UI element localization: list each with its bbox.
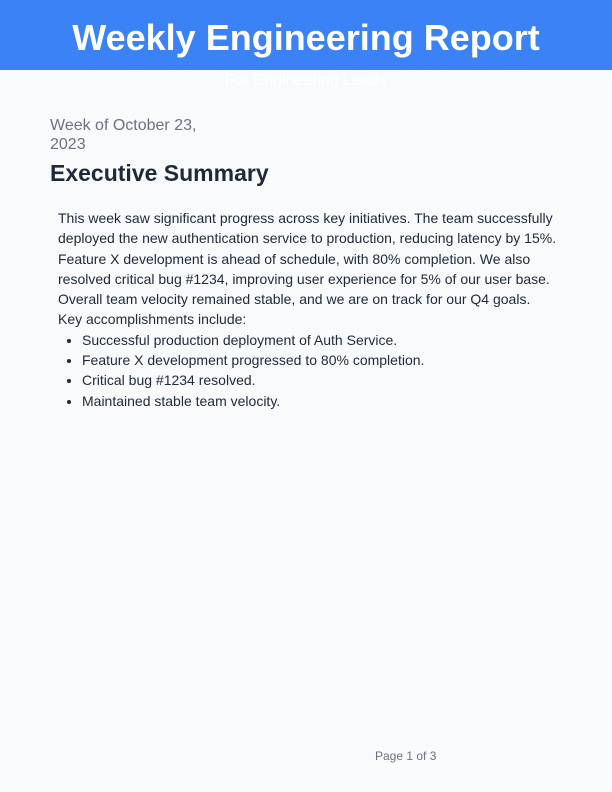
section-heading-executive-summary: Executive Summary bbox=[50, 160, 269, 186]
accomplishments-list bbox=[58, 330, 558, 411]
list-item: • Successful production deployment of Auth Service. bbox=[82, 330, 558, 350]
week-label: Week of October 23, 2023 bbox=[50, 117, 197, 153]
report-subtitle: For Engineering Leads bbox=[225, 72, 387, 89]
report-title: Weekly Engineering Report bbox=[72, 17, 540, 58]
list-item: • Feature X development progressed to 80% completion. bbox=[82, 350, 558, 370]
executive-summary-body bbox=[58, 208, 558, 411]
list-item: • Critical bug #1234 resolved. bbox=[82, 370, 558, 390]
summary-paragraph: This week saw significant progress across key initiatives. The team successfully deployed the new authentication service to production, reducing latency by 15%. Feature X development is ahead of schedule, with 80% completion. We also resolved critical bug #1234, improving user experience for 5% of our user base. Overall team velocity remained stable, and we are on track for our Q4 goals. bbox=[58, 210, 557, 308]
page-number: Page 1 of 3 bbox=[375, 749, 437, 763]
accomplishments-intro: Key accomplishments include: bbox=[58, 311, 247, 328]
list-item: • Maintained stable team velocity. bbox=[82, 391, 558, 411]
